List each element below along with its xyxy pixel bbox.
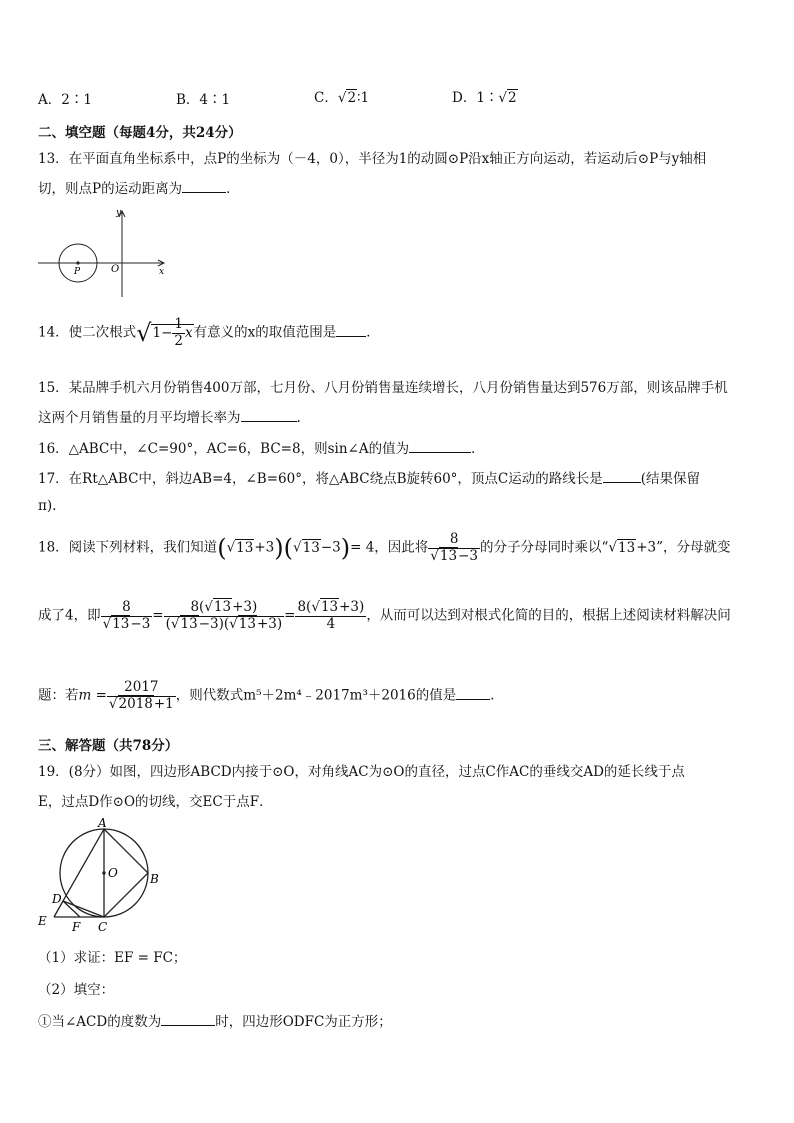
option-c-prefix: C．: [314, 90, 338, 106]
root-13: 13: [618, 539, 636, 556]
q13-end: ．: [226, 181, 240, 197]
paren-open: (: [223, 615, 230, 632]
q17-line1-end: (结果保留: [640, 471, 701, 487]
origin-label: O: [111, 264, 120, 275]
q14-root-one: 1−: [152, 324, 173, 341]
num-8: 8: [297, 599, 307, 615]
label-o: O: [108, 866, 118, 880]
q17-line2: π).: [38, 498, 57, 514]
sqrt-sign: √: [430, 547, 439, 564]
q15-line1: 15．某品牌手机六月份销售400万部，七月份、八月份销售量连续增长，八月份销售量达到576万部，则该品牌手机: [38, 380, 728, 396]
label-d: D: [52, 892, 62, 906]
paren-close: ): [359, 599, 365, 615]
root-13: 13: [320, 599, 339, 615]
q18-line3: [38, 680, 504, 712]
option-d-prefix: D．1∶: [452, 90, 499, 106]
q18-prefix: 18．阅读下列材料，我们知道: [38, 539, 218, 556]
plus-1: +1: [153, 695, 174, 712]
paren-close: ): [252, 599, 258, 615]
q18-mid3: ”，分母就变: [656, 539, 731, 556]
q15-line2-text: 这两个月销售量的月平均增长率为: [38, 410, 241, 426]
root-13: 13: [213, 599, 232, 615]
q13-line2: [38, 177, 240, 197]
paren-open: (: [217, 534, 227, 563]
point-p: [76, 261, 79, 264]
q18-mid: ，因此将: [374, 539, 429, 556]
paren-open: (: [199, 599, 205, 615]
minus-3: −3: [320, 539, 341, 556]
root-2018: 2018: [118, 695, 153, 712]
frac-den: 2: [174, 332, 183, 349]
label-c: C: [98, 920, 108, 934]
option-d-root: 2: [508, 90, 517, 106]
equals-4: = 4: [350, 539, 375, 556]
y-label: y: [116, 208, 122, 218]
fraction-simplified: [295, 600, 366, 632]
frac-num: 8: [101, 600, 153, 617]
q19-line2: E，过点D作⊙O的切线，交EC于点F．: [38, 794, 273, 810]
option-c: [314, 86, 369, 106]
answer-blank: [409, 438, 471, 453]
frac-num: 2017: [107, 680, 176, 697]
q18-line3-prefix: 题：若: [38, 687, 79, 704]
q18-end: ．: [490, 687, 504, 704]
q13-coordinate-figure: [36, 205, 171, 300]
fraction-8-over-root13-minus-3: [101, 600, 153, 632]
sqrt-sign: √: [608, 539, 618, 556]
label-f: F: [72, 920, 81, 934]
q16-end: ．: [471, 441, 485, 457]
sqrt-sign: √: [311, 599, 320, 615]
frac-den: [107, 697, 176, 713]
answer-blank: [456, 685, 490, 700]
option-b: B．4∶1: [176, 92, 231, 108]
section-title-fill-in: 二、填空题（每题4分，共24分）: [38, 125, 242, 141]
plus-3: +3: [256, 615, 277, 632]
p-label: P: [74, 267, 81, 277]
q19-part1: （1）求证：EF = FC；: [38, 950, 187, 966]
paren-open: (: [306, 599, 312, 615]
label-b: B: [150, 872, 159, 886]
q14-line: [38, 317, 380, 349]
num-8: 8: [190, 599, 200, 615]
q13-line2-text: 切，则点P的运动距离为: [38, 181, 183, 197]
root-13: 13: [238, 615, 256, 632]
sqrt-sign: √: [293, 539, 302, 556]
section-title-solution: 三、解答题（共78分）: [38, 738, 179, 754]
plus-3: +3: [339, 599, 360, 615]
q19-part2: （2）填空：: [38, 982, 115, 998]
paren-close: ): [276, 615, 283, 632]
q19-part2a-suffix: 时，四边形ODFC为正方形；: [215, 1014, 392, 1030]
sqrt-sign: √: [337, 90, 347, 106]
q18-line2-prefix: 成了4，即: [38, 607, 101, 624]
q14-prefix: 14．使二次根式: [38, 324, 137, 341]
frac-den: 4: [326, 615, 336, 632]
frac-num: [295, 600, 366, 617]
q19-part2a: [38, 1010, 392, 1030]
plus-3: +3: [254, 539, 275, 556]
root-13: 13: [439, 547, 458, 564]
minus-3: −3: [198, 615, 219, 632]
root-13: 13: [236, 539, 254, 556]
minus-3: −3: [458, 547, 478, 564]
q18-line2: [38, 600, 731, 632]
q14-var: x: [184, 324, 193, 341]
m-equals: m =: [78, 687, 107, 704]
option-a: A．2∶1: [38, 92, 92, 108]
q18-line1: [38, 532, 731, 564]
q14-radicand: [151, 316, 193, 349]
paren-open: (: [165, 615, 171, 632]
sqrt-sign: √: [108, 695, 118, 712]
fraction-8-over-root13-minus-3: [428, 532, 480, 564]
equals: =: [284, 607, 296, 624]
fraction-half: [172, 317, 185, 349]
q15-line2: [38, 406, 301, 426]
label-e: E: [38, 914, 47, 928]
x-label: x: [159, 267, 165, 277]
fraction-m: [107, 680, 176, 712]
center-o: [102, 871, 105, 874]
paren-close: ): [340, 534, 351, 563]
root-13: 13: [180, 615, 198, 632]
option-c-suffix: ∶1: [357, 90, 370, 106]
q17-line1: [38, 467, 700, 487]
sqrt-sign: √: [170, 615, 180, 632]
option-c-root: 2: [347, 90, 357, 106]
equals: =: [152, 607, 164, 624]
plus-3: +3: [636, 539, 657, 556]
answer-blank: [161, 1011, 215, 1026]
frac-num: 1: [174, 316, 183, 332]
answer-blank: [336, 322, 366, 337]
frac-num: 8: [428, 532, 480, 549]
sqrt-sign: √: [204, 599, 213, 615]
q16-line: [38, 437, 485, 457]
plus-3: +3: [232, 599, 253, 615]
q18-line3-mid: ，则代数式m⁵＋2m⁴﹣2017m³＋2016的值是: [175, 687, 457, 704]
frac-den: [428, 549, 480, 565]
label-a: A: [98, 816, 107, 830]
q17-line1-text: 17．在Rt△ABC中，斜边AB=4，∠B=60°，将△ABC绕点B旋转60°，顶点C运动的路线长是: [38, 471, 603, 487]
q14-suffix: 有意义的x的取值范围是: [193, 324, 337, 341]
fraction-expanded: [164, 600, 285, 632]
q13-line1: 13．在平面直角坐标系中，点P的坐标为（－4，0），半径为1的动圆⊙P沿x轴正方向运动，若运动后⊙P与y轴相: [38, 151, 707, 167]
answer-blank: [182, 178, 226, 193]
q16-text: 16．△ABC中，∠C=90°，AC=6，BC=8，则sin∠A的值为: [38, 441, 410, 457]
q15-end: .: [296, 410, 301, 426]
sqrt-sign: √: [498, 90, 508, 106]
paren-open: (: [283, 534, 294, 563]
paren-close: ): [274, 534, 284, 563]
paren-close: ): [218, 615, 224, 632]
frac-den: [101, 617, 153, 633]
q19-circle-figure: [34, 815, 174, 935]
q18-line2-suffix: ，从而可以达到对根式化简的目的，根据上述阅读材料解决问: [366, 607, 731, 624]
answer-blank: [241, 407, 297, 422]
sqrt-sign: √: [226, 539, 236, 556]
sqrt-sign: √: [136, 319, 152, 348]
q19-part2a-prefix: ①当∠ACD的度数为: [38, 1014, 162, 1030]
root-13: 13: [112, 615, 130, 632]
q19-line1: 19．(8分）如图，四边形ABCD内接于⊙O，对角线AC为⊙O的直径，过点C作AC的垂线交AD的延长线于点: [38, 764, 685, 780]
frac-den: [164, 617, 285, 633]
minus-3: −3: [130, 615, 151, 632]
answer-blank: [603, 468, 641, 483]
root-13: 13: [302, 539, 320, 556]
sqrt-sign: √: [102, 615, 112, 632]
option-d: [452, 86, 518, 106]
q18-mid2: 的分子分母同时乘以“: [480, 539, 609, 556]
sqrt-sign: √: [229, 615, 238, 632]
q14-end: ．: [366, 324, 380, 341]
